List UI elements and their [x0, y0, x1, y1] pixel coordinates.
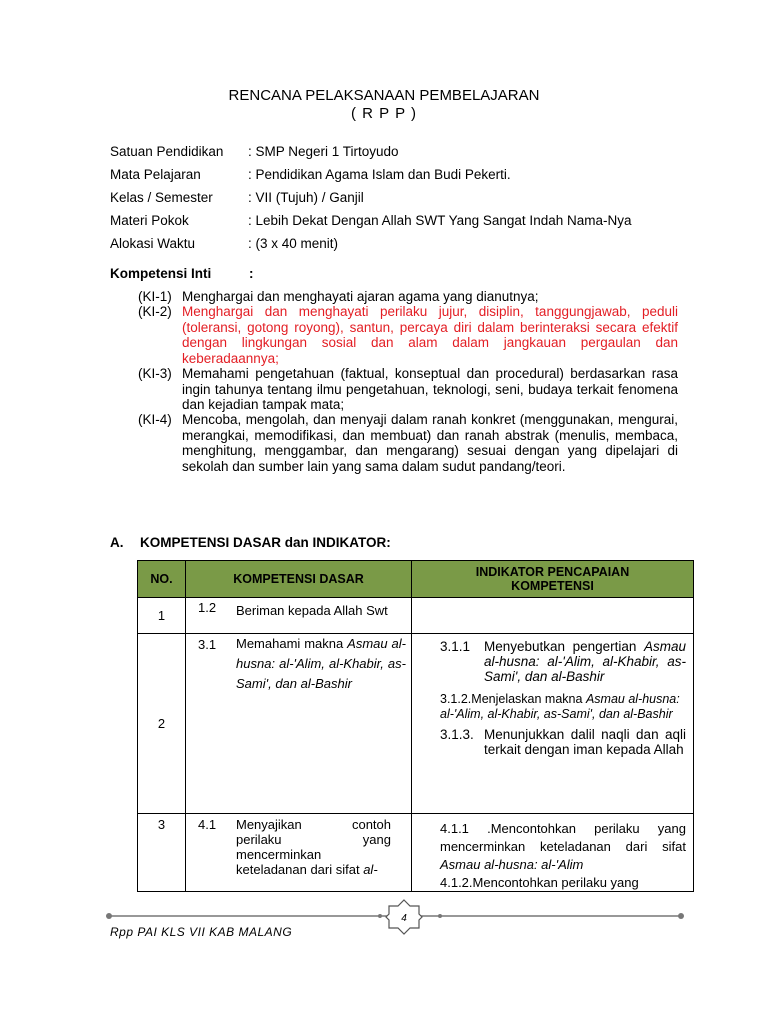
header-no: NO. — [138, 561, 186, 598]
header-kd: KOMPETENSI DASAR — [186, 561, 412, 598]
kd-text: Memahami makna Asmau al-husna: al-'Alim, al-Khabir, as-Sami', dan al-Bashir — [236, 636, 406, 691]
row-no: 3 — [138, 814, 186, 892]
ki-code: (KI-2) — [138, 304, 172, 319]
table-row — [138, 598, 694, 634]
meta-label: Kelas / Semester — [110, 190, 213, 205]
row-kd — [186, 598, 412, 634]
ki-text: Menghargai dan menghayati ajaran agama yang dianutnya; — [182, 289, 539, 304]
kd-text: Beriman kepada Allah Swt — [236, 603, 388, 618]
ki-code: (KI-1) — [138, 289, 172, 304]
ki-text: Mencoba, mengolah, dan menyaji dalam ranah konkret (menggunakan, mengurai, merangkai, memodifikasi, dan membuat) dan ranah abstrak (menulis, membaca, menghitung, menggambar, dan mengarang) sesuai dengan yang dipelajari di sekolah dan sumber lain yang sama dalam sudut pandang/teori. — [182, 412, 678, 474]
ki-text: Menghargai dan menghayati perilaku jujur, disiplin, tanggungjawab, peduli (toleransi, gotong royong), santun, percaya diri dalam berinteraksi secara efektif dengan lingkungan sosial dan alam dalam jangkauan pergaulan dan keberadaannya; — [182, 304, 678, 366]
row-indikator — [412, 814, 694, 892]
ki-heading: Kompetensi Inti — [110, 266, 212, 281]
indicator-item: 4.1.2.Mencontohkan perilaku yang — [440, 875, 639, 890]
indicator-text: Menyebutkan pengertian Asmau al-husna: al-'Alim, al-Khabir, as-Sami', dan al-Bashir — [484, 639, 686, 684]
indicator-num: 3.1.3. — [440, 727, 474, 742]
header-indikator: INDIKATOR PENCAPAIAN KOMPETENSI — [412, 561, 694, 598]
table-row — [138, 634, 694, 814]
meta-label: Materi Pokok — [110, 213, 189, 228]
table-row — [138, 814, 694, 892]
section-heading — [110, 535, 391, 550]
footer-text: Rpp PAI KLS VII KAB MALANG — [110, 925, 293, 939]
meta-value: : VII (Tujuh) / Ganjil — [248, 190, 364, 205]
kd-code: 4.1 — [198, 817, 217, 832]
ki-text: Memahami pengetahuan (faktual, konseptual dan procedural) berdasarkan rasa ingin tahunya tentang ilmu pengetahuan, teknologi, seni, budaya terkait fenomena dan kejadian tampak mata; — [182, 366, 678, 412]
page-title: RENCANA PELAKSANAAN PEMBELAJARAN — [228, 87, 540, 104]
row-indikator — [412, 598, 694, 634]
kd-table — [137, 560, 694, 892]
meta-value: : SMP Negeri 1 Tirtoyudo — [248, 144, 399, 159]
section-title: KOMPETENSI DASAR dan INDIKATOR: — [140, 535, 391, 550]
ki-code: (KI-3) — [138, 366, 172, 381]
indicator-item: 4.1.1 .Mencontohkan perilaku yang mencerminkan keteladanan dari sifat Asmau al-husna: al-'Alim — [440, 821, 686, 872]
indicator-num: 3.1.1 — [440, 639, 471, 654]
ki-code: (KI-4) — [138, 412, 172, 427]
page-number: 4 — [401, 913, 407, 924]
row-no: 1 — [138, 598, 186, 634]
ki-colon: : — [249, 266, 254, 281]
table-header-row — [138, 561, 694, 598]
indicator-item — [440, 639, 686, 684]
meta-value: : Pendidikan Agama Islam dan Budi Pekerti. — [248, 167, 511, 182]
meta-label: Mata Pelajaran — [110, 167, 201, 182]
kd-code: 1.2 — [198, 600, 217, 615]
meta-label: Alokasi Waktu — [110, 236, 196, 251]
section-letter: A. — [110, 535, 124, 550]
row-kd — [186, 634, 412, 814]
row-no: 2 — [138, 634, 186, 814]
page-subtitle: ( R P P ) — [351, 105, 417, 122]
indicator-text: Menunjukkan dalil naqli dan aqli terkait dengan iman kepada Allah — [484, 727, 686, 757]
page-number-badge — [384, 898, 424, 936]
indicator-item: 3.1.2.Menjelaskan makna Asmau al-husna: al-'Alim, al-Khabir, as-Sami', dan al-Bashir — [440, 692, 680, 721]
row-kd — [186, 814, 412, 892]
indicator-num: 3.1.2. — [440, 692, 472, 706]
meta-label: Satuan Pendidikan — [110, 144, 224, 159]
row-indikator — [412, 634, 694, 814]
meta-value: : (3 x 40 menit) — [248, 236, 339, 251]
kd-code: 3.1 — [198, 637, 217, 652]
indicator-item — [440, 727, 686, 757]
kd-text: Menyajikan contoh perilaku yang mencerminkan keteladanan dari sifat al- — [236, 817, 391, 877]
meta-value: : Lebih Dekat Dengan Allah SWT Yang Sangat Indah Nama-Nya — [248, 213, 632, 228]
